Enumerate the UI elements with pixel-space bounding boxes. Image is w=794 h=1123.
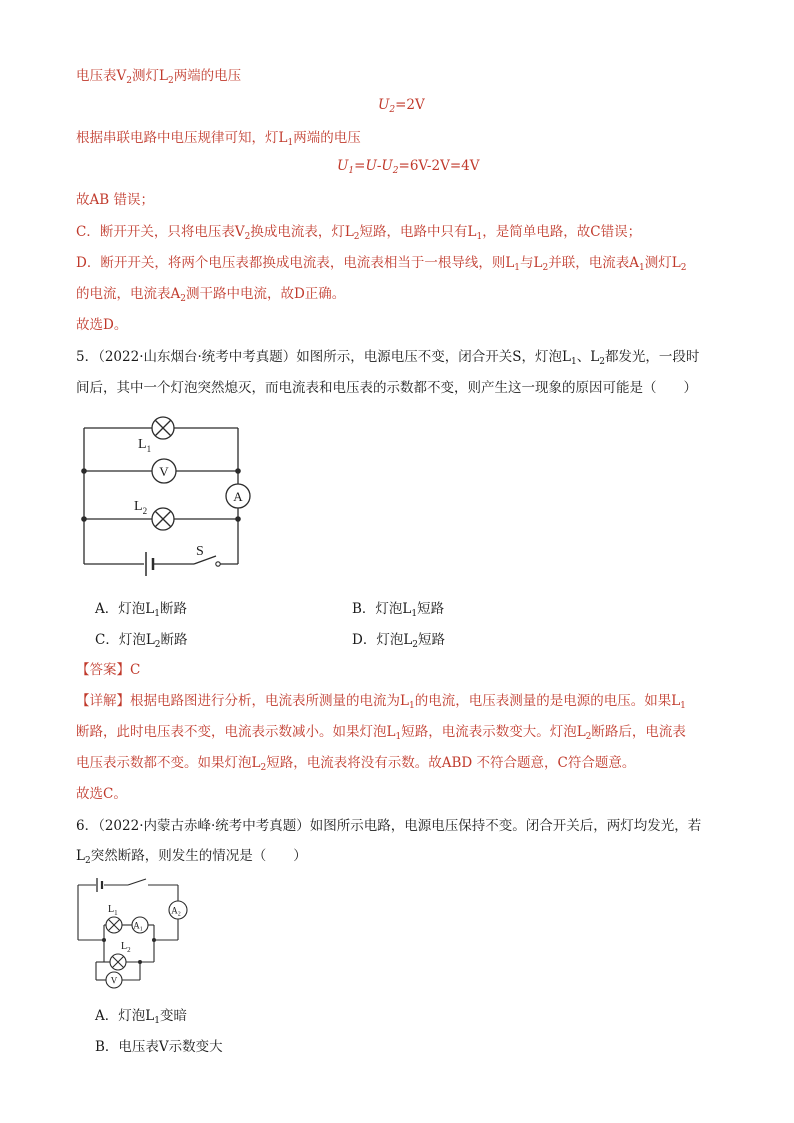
text: 根据电路图进行分析，电流表所测量的电流为L [130,693,409,709]
subscript: 1 [395,732,402,742]
text: 短路 [417,601,445,617]
text: 两端的电压 [293,130,361,146]
detail-line-4: 故选C。 [76,786,127,802]
question-5-circuit-diagram [76,412,256,584]
text: 断路 [160,632,188,648]
subscript: 2 [180,294,186,304]
answer-tag: 【答案】 [76,662,130,678]
text: 短路，电路中只有L [359,224,477,240]
subscript: 2 [244,232,251,242]
subscript: 1 [154,1016,160,1026]
subscript: 1 [514,263,521,273]
text: 、L [576,349,600,365]
subscript: 1 [154,609,160,619]
text: 短路，电流表示数变大。灯泡L [401,724,586,740]
voltmeter-label: V [110,975,118,986]
lamp-l2-label: $L_2$ [134,499,148,516]
text: 突然断路，则发生的情况是（ ） [90,848,307,864]
subscript: 2 [542,263,549,273]
text: C．断开开关，只将电压表V [76,224,245,240]
lamp-l2-icon [110,954,126,970]
switch-label: S [196,544,204,559]
text: 电压表示数都不变。如果灯泡L [76,755,261,771]
subscript: 2 [353,232,360,242]
text: 断路 [159,601,187,617]
ammeter-a1-icon [132,917,148,933]
option-b[interactable]: B．电压表V示数变大 [95,1039,223,1055]
switch-contact [216,562,220,566]
junction-dot [81,516,87,522]
lamp-l1-icon [152,417,174,439]
text: C．灯泡L [95,632,155,648]
text: =2V [395,97,425,113]
junction-dot [81,468,87,474]
lamp-l1-label: $L_1$ [108,904,118,917]
junction-dot [138,960,142,964]
text: = [354,158,366,174]
question-6-stem-line2 [76,846,307,871]
ammeter-label: A [233,489,243,504]
var: U [337,158,349,174]
text-line-option-c [76,222,641,247]
subscript: 1 [638,263,645,273]
subscript: 2 [154,640,161,650]
equation-u2 [378,97,425,115]
lamp-l1-label: $L_1$ [138,437,152,454]
subscript: 2 [412,640,419,650]
text: L [76,848,85,864]
text: =6V-2V=4V [398,158,480,174]
answer-value: C [130,662,141,678]
subscript: 2 [167,76,174,86]
lamp-l2-label: $L_2$ [121,941,131,954]
text-line-choose-d: 故选D。 [76,317,128,333]
option-a[interactable] [95,597,187,619]
text-line-option-d-cont [76,284,345,309]
var: U [378,97,390,113]
text: 短路 [418,632,446,648]
option-c[interactable] [95,628,188,650]
var: U [365,158,377,174]
text-line-option-d [76,253,686,278]
junction-dot [102,938,106,942]
lamp-l1-icon [106,917,122,933]
subscript: 2 [260,763,267,773]
text: A．灯泡L [95,1008,155,1024]
text-line-series-law [76,128,361,153]
subscript: 2 [599,357,605,367]
text: A．灯泡L [95,601,155,617]
ammeter-icon [226,484,250,508]
text: 断路后，电流表 [591,724,686,740]
subscript: 1 [408,701,415,711]
equation-u1 [337,158,479,176]
subscript: 1 [571,357,577,367]
subscript: 2 [680,263,687,273]
text: 测灯L [644,255,681,271]
var: U [381,158,393,174]
voltmeter-icon [152,459,176,483]
text: - [376,158,382,174]
subscript: 1 [476,232,483,242]
junction-dot [235,516,241,522]
text: D．灯泡L [352,632,413,648]
text: 根据串联电路中电压规律可知，灯L [76,130,288,146]
option-d[interactable] [352,628,445,650]
subscript: 2 [585,732,592,742]
option-b[interactable] [352,597,444,619]
text: 两端的电压 [173,68,242,84]
text: 断路，此时电压表不变，电流表示数减小。如果灯泡L [76,724,396,740]
text: 的电流，电流表A [76,286,181,302]
subscript: 1 [348,166,355,176]
text-line-voltmeter-v2 [76,66,241,91]
junction-dot [152,938,156,942]
voltmeter-label: V [159,464,169,479]
ammeter-a2-icon [169,901,187,919]
text: 测干路中电流，故D正确。 [185,286,346,302]
ammeter-a2-label: $A_2$ [171,905,181,918]
text: 测灯L [131,68,168,84]
text: 短路，电流表将没有示数。故ABD 不符合题意，C符合题意。 [266,755,636,771]
text: 并联，电流表A [548,255,639,271]
option-a[interactable] [95,1004,187,1026]
text: 换成电流表，灯L [250,224,354,240]
text: 电压表V [76,68,127,84]
text-line-ab-wrong: 故AB 错误； [76,192,154,208]
text: 变暗 [159,1008,187,1024]
subscript: 1 [287,138,294,148]
detail-tag: 【详解】 [76,693,130,709]
answer-line [76,660,140,680]
text: 5．（2022·山东烟台·统考中考真题）如图所示，电源电压不变，闭合开关S，灯泡L [76,349,571,365]
detail-line-3 [76,753,635,778]
subscript: 2 [84,856,91,866]
voltmeter-icon [106,972,122,988]
lamp-l2-icon [152,508,174,530]
text: 的电流，电压表测量的是电源的电压。如果L [414,693,681,709]
subscript: 1 [411,609,418,619]
question-5-stem-line2: 间后，其中一个灯泡突然熄灭，而电流表和电压表的示数都不变，则产生这一现象的原因可能是（ ） [76,380,697,396]
question-6-circuit-diagram [74,877,194,992]
question-6-stem: 6．（2022·内蒙古赤峰·统考中考真题）如图所示电路，电源电压保持不变。闭合开关后，两灯均发光，若 [76,818,702,834]
text: 都发光，一段时 [604,349,700,365]
subscript: 2 [389,105,396,115]
detail-line-2 [76,722,686,747]
ammeter-a1-label: $A_1$ [133,920,143,933]
junction-dot [235,468,241,474]
text: 与L [520,255,543,271]
switch-blade [128,879,146,885]
text: ，是简单电路，故C错误； [482,224,642,240]
subscript: 2 [392,166,399,176]
subscript: 1 [680,701,686,711]
text: B．灯泡L [352,601,412,617]
subscript: 2 [126,76,132,86]
text: D．断开开关，将两个电压表都换成电流表，电流表相当于一根导线，则L [76,255,515,271]
question-5-stem [76,347,699,372]
detail-line-1 [76,691,686,716]
